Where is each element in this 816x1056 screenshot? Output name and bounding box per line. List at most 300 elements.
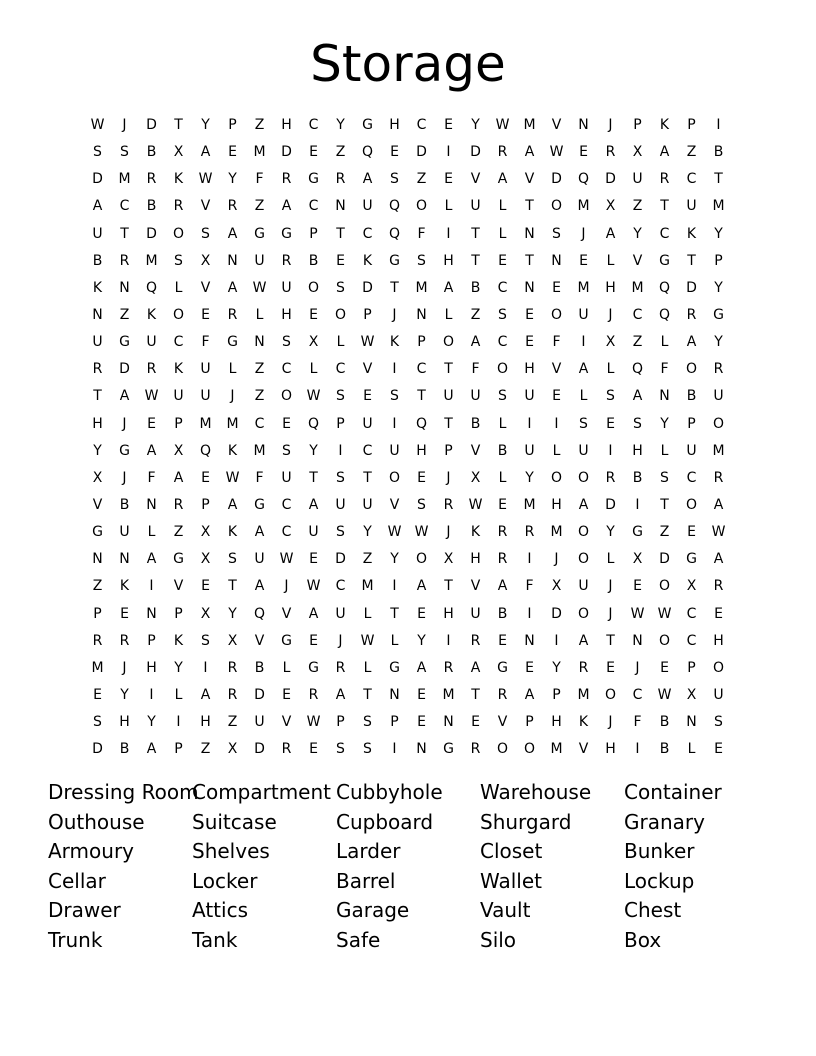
grid-row (84, 465, 732, 492)
grid-letter: W (306, 388, 321, 405)
grid-letter: R (497, 524, 508, 541)
grid-letter: A (524, 144, 535, 161)
grid-letter: W (306, 578, 321, 595)
grid-letter: T (363, 687, 372, 704)
grid-letter: A (335, 687, 346, 704)
grid-letter: O (307, 279, 320, 296)
grid-letter: K (146, 307, 157, 324)
grid-letter: C (335, 361, 346, 378)
grid-letter: G (281, 632, 292, 649)
grid-letter: J (608, 307, 613, 324)
grid-letter: D (605, 171, 616, 188)
grid-letter: R (713, 578, 724, 595)
grid-letter: W (630, 605, 645, 622)
grid-letter: U (146, 334, 157, 351)
grid-letter: B (632, 469, 643, 486)
grid-row (84, 302, 732, 329)
grid-letter: D (92, 741, 103, 758)
grid-letter: T (444, 361, 453, 378)
grid-letter: E (606, 415, 615, 432)
grid-letter: C (686, 605, 697, 622)
grid-letter: R (92, 361, 103, 378)
grid-letter: T (660, 198, 669, 215)
grid-letter: T (417, 388, 426, 405)
grid-letter: B (686, 388, 697, 405)
grid-letter: W (549, 144, 564, 161)
grid-letter: U (713, 687, 724, 704)
grid-letter: H (200, 714, 211, 731)
grid-letter: M (118, 171, 131, 188)
grid-letter: M (91, 659, 104, 676)
grid-letter: E (390, 144, 399, 161)
grid-row (84, 709, 732, 736)
grid-letter: A (308, 605, 319, 622)
grid-letter: H (605, 279, 616, 296)
grid-letter: L (309, 361, 318, 378)
grid-row (84, 329, 732, 356)
grid-letter: P (174, 741, 183, 758)
grid-letter: X (200, 551, 211, 568)
grid-letter: O (172, 307, 185, 324)
grid-letter: R (605, 144, 616, 161)
grid-letter: Y (363, 524, 372, 541)
grid-letter: B (92, 252, 103, 269)
word-list-item: Dressing Room (48, 780, 199, 804)
word-list-item: Closet (480, 839, 543, 864)
grid-letter: R (713, 361, 724, 378)
grid-letter: E (525, 334, 534, 351)
word-list-item: Bunker (624, 839, 695, 864)
grid-letter: G (632, 524, 643, 541)
grid-letter: U (92, 334, 103, 351)
grid-letter: N (659, 388, 670, 405)
grid-row (84, 193, 732, 220)
grid-letter: J (581, 225, 586, 242)
grid-letter: P (147, 632, 156, 649)
word-list-item: Armoury (48, 839, 135, 864)
grid-letter: L (444, 198, 453, 215)
grid-letter: X (443, 551, 454, 568)
word-list-item: Box (624, 927, 662, 952)
grid-letter: J (608, 117, 613, 134)
grid-letter: U (578, 442, 589, 459)
grid-letter: J (608, 714, 613, 731)
grid-letter: J (608, 605, 613, 622)
grid-letter: O (577, 605, 590, 622)
grid-letter: U (281, 469, 292, 486)
grid-letter: E (552, 388, 561, 405)
grid-letter: G (389, 252, 400, 269)
grid-row (84, 736, 732, 763)
grid-letter: E (633, 578, 642, 595)
grid-letter: Z (92, 578, 103, 595)
grid-letter: Q (145, 279, 158, 296)
grid-letter: F (255, 469, 264, 486)
grid-letter: E (498, 497, 507, 514)
grid-letter: T (228, 578, 237, 595)
grid-letter: P (174, 415, 183, 432)
grid-letter: X (470, 469, 481, 486)
grid-letter: H (632, 442, 643, 459)
grid-letter: V (200, 279, 211, 296)
grid-letter: V (92, 497, 103, 514)
grid-letter: M (577, 279, 590, 296)
grid-letter: T (471, 687, 480, 704)
grid-letter: C (119, 198, 130, 215)
grid-letter: P (633, 117, 642, 134)
grid-letter: G (659, 252, 670, 269)
grid-letter: Y (147, 714, 156, 731)
grid-letter: V (281, 714, 292, 731)
grid-letter: V (551, 117, 562, 134)
grid-letter: B (470, 415, 481, 432)
grid-letter: K (470, 524, 481, 541)
grid-letter: X (200, 605, 211, 622)
grid-letter: Y (633, 225, 642, 242)
grid-letter: U (470, 388, 481, 405)
grid-letter: G (173, 551, 184, 568)
grid-letter: S (336, 388, 345, 405)
grid-letter: I (554, 632, 559, 649)
grid-letter: H (713, 632, 724, 649)
grid-letter: L (498, 415, 507, 432)
grid-letter: D (659, 551, 670, 568)
grid-letter: X (200, 252, 211, 269)
grid-letter: G (686, 551, 697, 568)
grid-letter: O (712, 415, 725, 432)
grid-letter: H (551, 497, 562, 514)
grid-letter: X (92, 469, 103, 486)
grid-letter: R (443, 659, 454, 676)
grid-letter: J (122, 117, 127, 134)
grid-letter: B (497, 442, 508, 459)
grid-letter: N (92, 307, 103, 324)
grid-letter: Y (714, 225, 723, 242)
grid-letter: Y (471, 117, 480, 134)
grid-letter: Z (659, 524, 670, 541)
grid-letter: J (122, 659, 127, 676)
grid-row (84, 221, 732, 248)
grid-letter: A (605, 225, 616, 242)
grid-letter: X (227, 632, 238, 649)
grid-letter: X (632, 144, 643, 161)
grid-letter: J (392, 307, 397, 324)
word-list-item: Wallet (480, 868, 543, 893)
grid-letter: E (660, 659, 669, 676)
word-list-item: Shurgard (480, 809, 572, 834)
grid-letter: M (415, 279, 428, 296)
grid-letter: L (282, 659, 291, 676)
grid-letter: A (227, 225, 238, 242)
grid-letter: A (146, 551, 157, 568)
grid-letter: S (606, 388, 615, 405)
grid-letter: A (497, 171, 508, 188)
grid-letter: R (470, 741, 481, 758)
grid-letter: E (120, 605, 129, 622)
grid-letter: C (281, 361, 292, 378)
grid-letter: G (713, 307, 724, 324)
grid-letter: O (685, 497, 698, 514)
grid-letter: V (173, 578, 184, 595)
grid-letter: V (470, 171, 481, 188)
word-list-item: Vault (480, 898, 531, 923)
grid-letter: M (712, 442, 725, 459)
grid-letter: S (417, 497, 426, 514)
grid-letter: S (174, 252, 183, 269)
grid-letter: I (446, 144, 451, 161)
grid-row (84, 492, 732, 519)
grid-letter: U (362, 415, 373, 432)
grid-letter: Z (632, 334, 643, 351)
grid-letter: L (147, 524, 156, 541)
grid-letter: F (417, 225, 426, 242)
grid-letter: H (443, 252, 454, 269)
grid-letter: H (443, 605, 454, 622)
grid-letter: T (120, 225, 129, 242)
grid-letter: Z (362, 551, 373, 568)
grid-letter: R (497, 144, 508, 161)
grid-letter: E (714, 605, 723, 622)
grid-row (84, 601, 732, 628)
word-list-item: Attics (192, 898, 248, 923)
grid-letter: E (201, 578, 210, 595)
grid-letter: N (524, 279, 535, 296)
grid-letter: D (470, 144, 481, 161)
grid-letter: A (416, 578, 427, 595)
grid-letter: N (146, 497, 157, 514)
grid-letter: S (336, 279, 345, 296)
grid-letter: L (606, 551, 615, 568)
grid-letter: Y (336, 117, 345, 134)
grid-letter: T (471, 225, 480, 242)
grid-letter: C (308, 198, 319, 215)
grid-letter: X (308, 334, 319, 351)
grid-letter: E (363, 388, 372, 405)
grid-letter: H (524, 361, 535, 378)
grid-letter: J (608, 578, 613, 595)
grid-letter: V (632, 252, 643, 269)
grid-letter: U (281, 279, 292, 296)
grid-letter: A (254, 578, 265, 595)
grid-letter: D (254, 687, 265, 704)
grid-letter: W (252, 279, 267, 296)
grid-letter: U (578, 578, 589, 595)
grid-letter: W (144, 388, 159, 405)
grid-letter: O (577, 469, 590, 486)
grid-letter: Q (388, 198, 401, 215)
grid-letter: I (527, 551, 532, 568)
grid-letter: B (659, 741, 670, 758)
grid-letter: X (173, 144, 184, 161)
grid-letter: U (686, 198, 697, 215)
grid-letter: E (282, 415, 291, 432)
grid-letter: S (363, 714, 372, 731)
grid-letter: J (635, 659, 640, 676)
grid-letter: T (309, 469, 318, 486)
grid-letter: B (659, 714, 670, 731)
grid-letter: N (92, 551, 103, 568)
grid-letter: P (417, 334, 426, 351)
grid-letter: T (390, 279, 399, 296)
grid-letter: I (203, 659, 208, 676)
grid-letter: P (390, 714, 399, 731)
grid-letter: W (90, 117, 105, 134)
grid-letter: G (362, 117, 373, 134)
grid-letter: N (119, 551, 130, 568)
grid-letter: R (443, 497, 454, 514)
grid-row (84, 112, 732, 139)
grid-letter: E (336, 252, 345, 269)
grid-letter: V (470, 442, 481, 459)
grid-letter: P (687, 659, 696, 676)
grid-letter: D (416, 144, 427, 161)
grid-letter: Y (120, 687, 129, 704)
grid-letter: A (119, 388, 130, 405)
grid-letter: N (227, 252, 238, 269)
grid-letter: Q (388, 225, 401, 242)
grid-letter: A (227, 497, 238, 514)
word-list-item: Shelves (192, 839, 270, 864)
grid-letter: F (525, 578, 534, 595)
grid-letter: W (198, 171, 213, 188)
grid-letter: L (498, 225, 507, 242)
grid-row (84, 546, 732, 573)
grid-letter: B (470, 279, 481, 296)
grid-letter: Q (361, 144, 374, 161)
word-list-item: Safe (336, 927, 381, 952)
grid-letter: F (255, 171, 264, 188)
grid-letter: S (93, 144, 102, 161)
grid-letter: R (227, 198, 238, 215)
grid-letter: O (550, 469, 563, 486)
grid-letter: U (362, 198, 373, 215)
grid-letter: I (527, 605, 532, 622)
grid-letter: S (336, 741, 345, 758)
grid-letter: E (309, 144, 318, 161)
grid-letter: A (659, 144, 670, 161)
grid-letter: U (524, 388, 535, 405)
grid-letter: N (443, 714, 454, 731)
grid-letter: O (172, 225, 185, 242)
grid-letter: B (119, 497, 130, 514)
grid-letter: O (415, 551, 428, 568)
grid-letter: F (552, 334, 561, 351)
grid-letter: Z (254, 117, 265, 134)
grid-letter: I (392, 741, 397, 758)
word-list-item: Cellar (48, 868, 106, 893)
grid-letter: T (363, 469, 372, 486)
grid-letter: W (468, 497, 483, 514)
grid-letter: Z (254, 388, 265, 405)
grid-letter: C (254, 415, 265, 432)
grid-letter: C (497, 334, 508, 351)
word-list-item: Compartment (192, 780, 332, 804)
grid-letter: C (362, 442, 373, 459)
grid-letter: S (93, 714, 102, 731)
grid-letter: C (335, 578, 346, 595)
grid-letter: T (471, 252, 480, 269)
grid-letter: K (362, 252, 373, 269)
grid-letter: W (657, 605, 672, 622)
grid-letter: S (552, 225, 561, 242)
grid-letter: Y (606, 524, 615, 541)
grid-letter: I (554, 415, 559, 432)
grid-letter: C (281, 524, 292, 541)
grid-row (84, 139, 732, 166)
grid-letter: C (308, 117, 319, 134)
grid-letter: J (284, 578, 289, 595)
grid-letter: I (176, 714, 181, 731)
grid-letter: K (227, 442, 238, 459)
grid-letter: U (200, 388, 211, 405)
word-list-item: Outhouse (48, 809, 145, 834)
grid-letter: S (498, 307, 507, 324)
grid-letter: C (281, 497, 292, 514)
grid-letter: D (686, 279, 697, 296)
grid-letter: M (361, 578, 374, 595)
grid-letter: W (306, 714, 321, 731)
grid-letter: R (146, 171, 157, 188)
grid-letter: G (254, 497, 265, 514)
grid-letter: R (470, 632, 481, 649)
grid-letter: I (446, 225, 451, 242)
grid-letter: Z (416, 171, 427, 188)
grid-letter: G (254, 225, 265, 242)
grid-letter: O (496, 361, 509, 378)
grid-letter: Z (173, 524, 184, 541)
grid-letter: Y (714, 334, 723, 351)
grid-letter: E (228, 144, 237, 161)
grid-letter: V (281, 605, 292, 622)
grid-letter: Q (253, 605, 266, 622)
word-list-item: Larder (336, 839, 401, 864)
grid-letter: U (632, 171, 643, 188)
grid-letter: P (93, 605, 102, 622)
grid-letter: N (632, 632, 643, 649)
grid-row (84, 682, 732, 709)
grid-letter: L (660, 334, 669, 351)
grid-letter: I (581, 334, 586, 351)
grid-letter: R (281, 741, 292, 758)
grid-letter: A (686, 334, 697, 351)
grid-letter: P (309, 225, 318, 242)
grid-letter: K (173, 632, 184, 649)
grid-letter: V (362, 361, 373, 378)
grid-letter: S (201, 225, 210, 242)
grid-letter: D (146, 117, 157, 134)
grid-letter: E (687, 524, 696, 541)
grid-letter: O (550, 307, 563, 324)
grid-letter: X (605, 334, 616, 351)
grid-letter: O (523, 741, 536, 758)
grid-row (84, 411, 732, 438)
grid-letter: H (119, 714, 130, 731)
grid-letter: A (362, 171, 373, 188)
grid-letter: K (389, 334, 400, 351)
grid-letter: H (416, 442, 427, 459)
grid-letter: S (633, 415, 642, 432)
grid-letter: C (173, 334, 184, 351)
grid-letter: U (173, 388, 184, 405)
grid-letter: Y (525, 469, 534, 486)
grid-letter: O (496, 741, 509, 758)
grid-letter: I (716, 117, 721, 134)
grid-letter: M (712, 198, 725, 215)
grid-letter: S (390, 171, 399, 188)
grid-letter: B (146, 144, 157, 161)
grid-letter: Z (686, 144, 697, 161)
grid-letter: J (338, 632, 343, 649)
